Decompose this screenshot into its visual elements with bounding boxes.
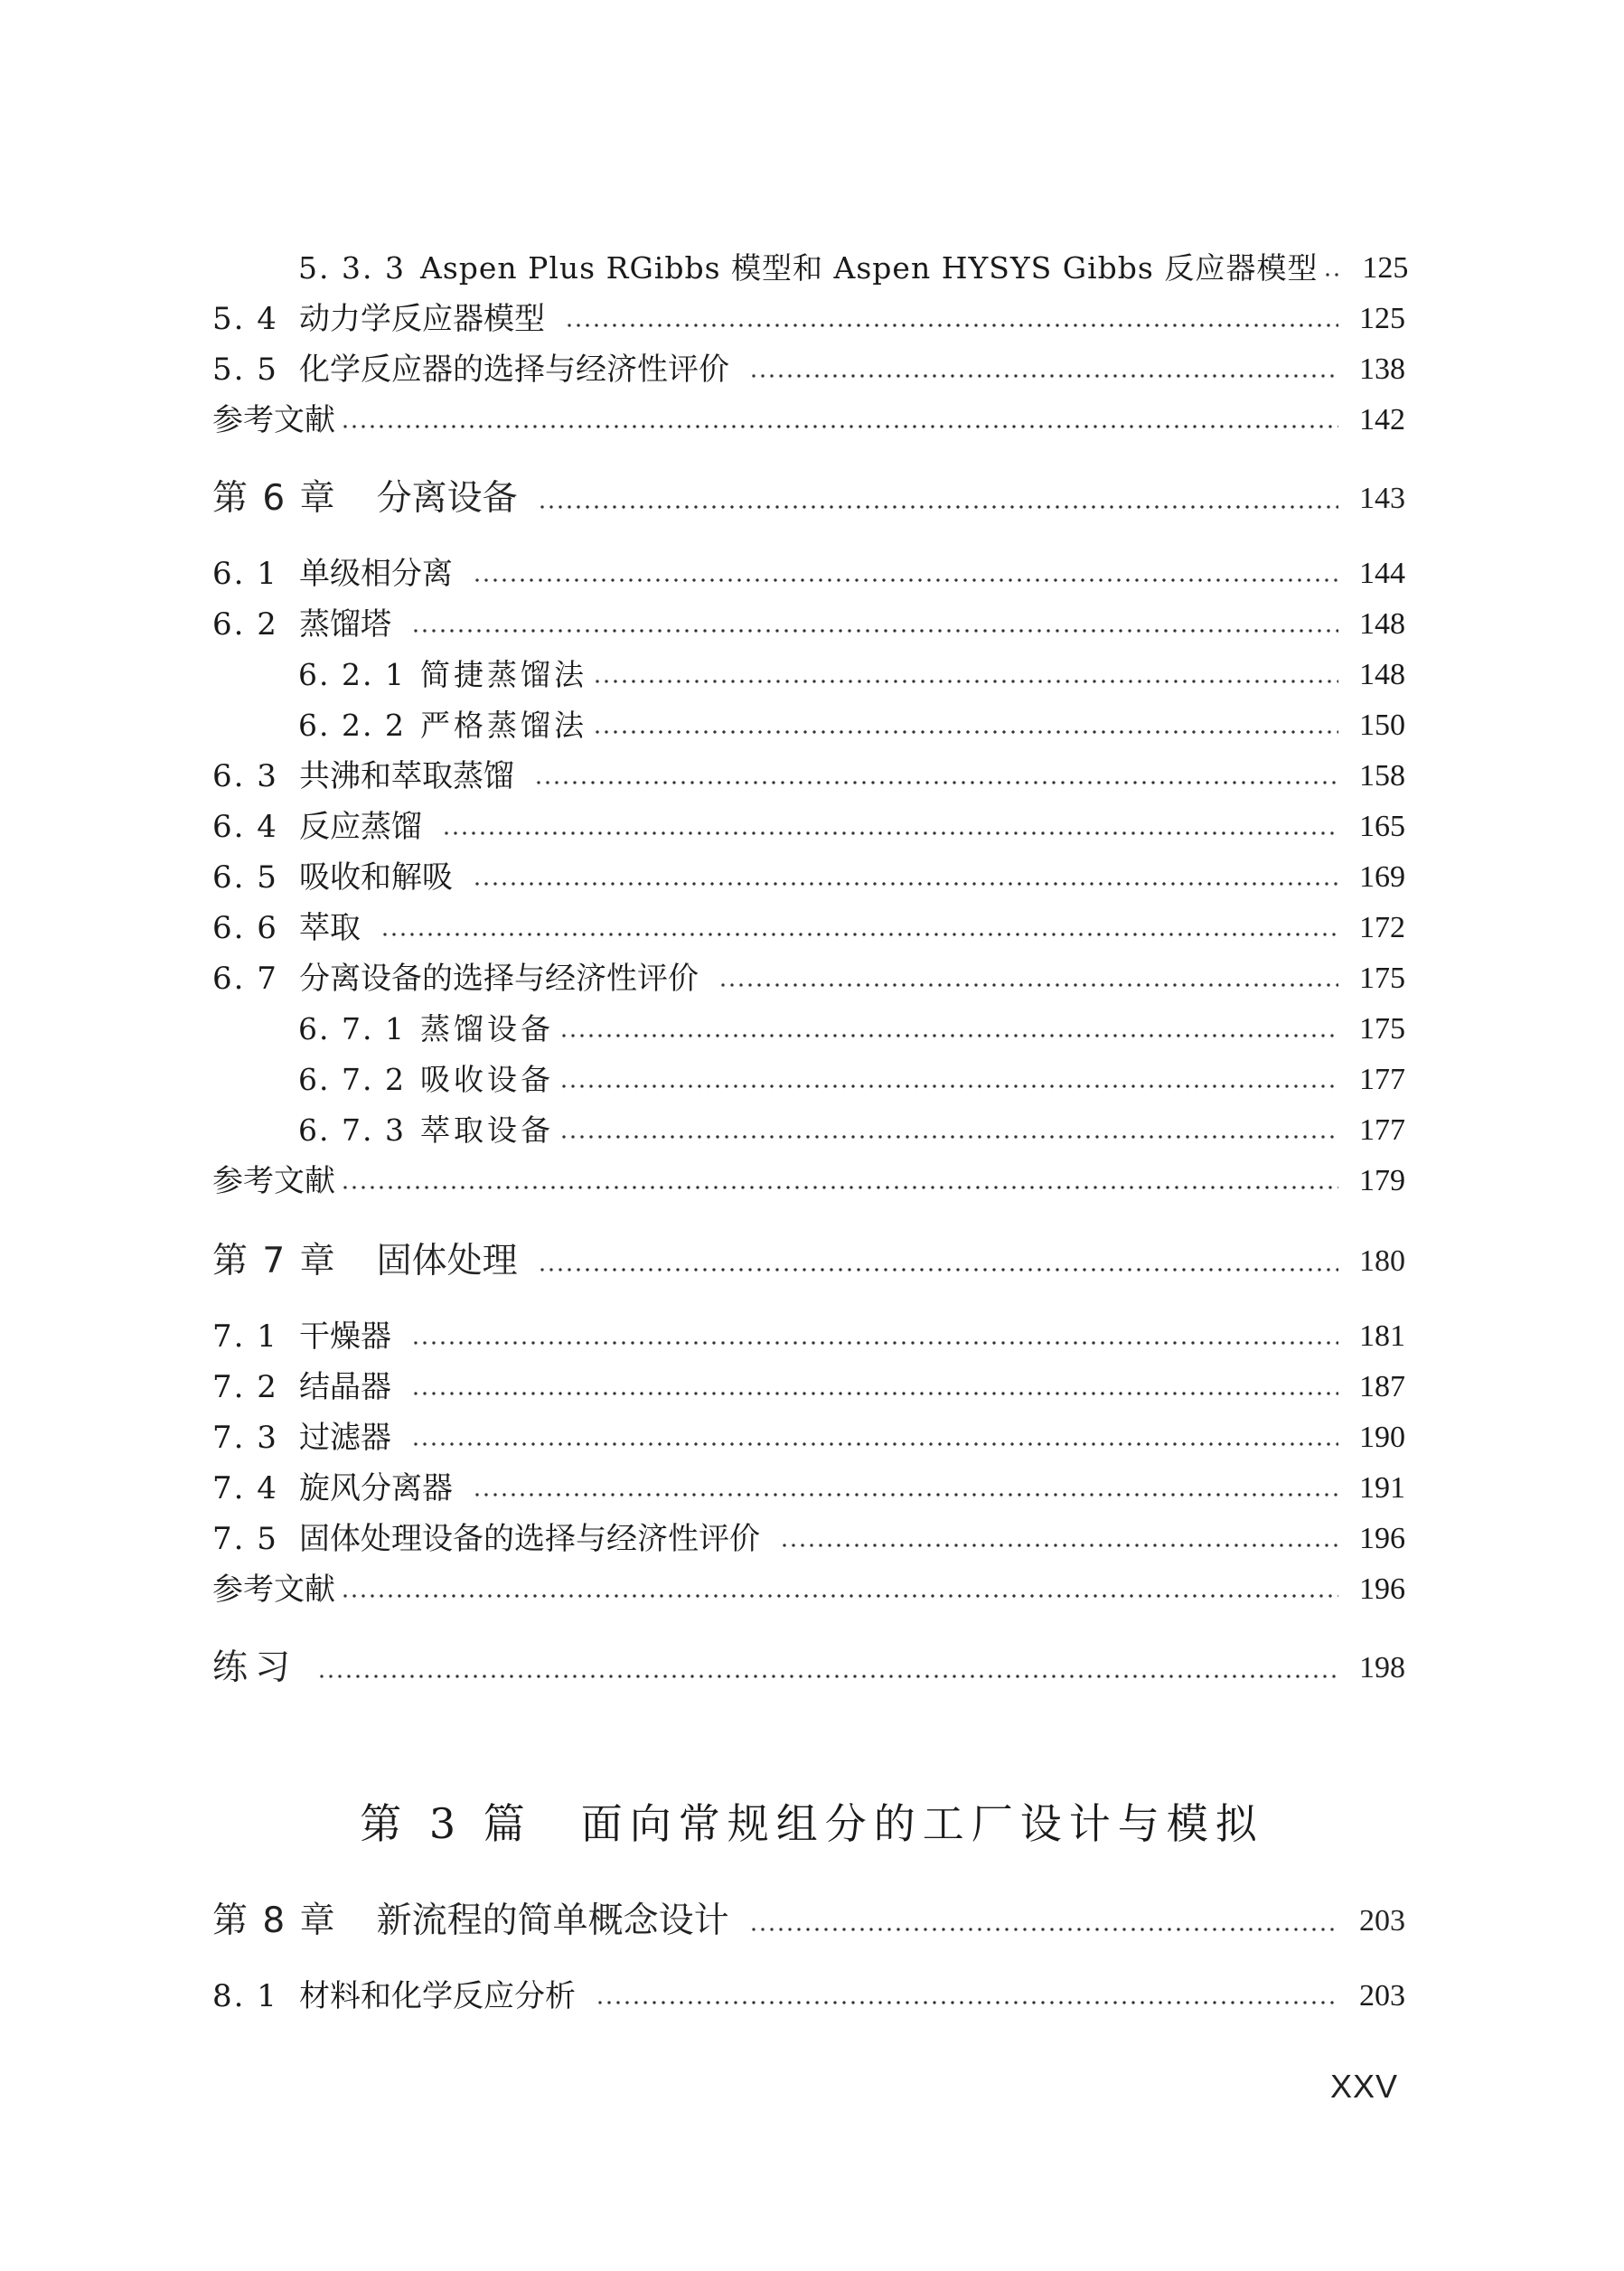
- toc-entry[interactable]: [212, 1316, 1405, 1357]
- section-title: 反应蒸馏: [299, 809, 422, 845]
- toc-entry[interactable]: [298, 1009, 1405, 1050]
- page-marker: XXV: [1329, 2068, 1398, 2105]
- section-title: 分离设备的选择与经济性评价: [299, 961, 699, 997]
- toc-entry[interactable]: [212, 1468, 1405, 1509]
- section-title: 动力学反应器模型: [299, 301, 545, 337]
- page-number: 203: [1359, 1904, 1405, 1938]
- section-title: 简捷蒸馏法: [420, 657, 587, 692]
- toc-entry[interactable]: [212, 604, 1405, 645]
- section-title: 材料和化学反应分析: [299, 1978, 576, 2014]
- page-number: 191: [1359, 1471, 1405, 1505]
- section-title: 共沸和萃取蒸馏: [299, 758, 514, 794]
- page-number: 138: [1359, 352, 1405, 386]
- section-number: 6. 6: [212, 910, 278, 946]
- chapter-number: 第 8 章: [212, 1900, 337, 1941]
- section-number: 6. 7. 3: [298, 1112, 406, 1148]
- toc-entry[interactable]: [212, 907, 1405, 949]
- section-title: 旋风分离器: [299, 1470, 453, 1506]
- toc-entry[interactable]: [212, 349, 1405, 390]
- toc-entry[interactable]: [212, 755, 1405, 797]
- dot-leader: [538, 1267, 1338, 1272]
- toc-entry[interactable]: [212, 1366, 1405, 1408]
- toc-entry[interactable]: [212, 298, 1405, 340]
- chapter-number: 第 7 章: [212, 1241, 337, 1281]
- section-title: 蒸馏塔: [299, 606, 391, 643]
- chapter-number: 第 6 章: [212, 478, 337, 519]
- dot-leader: [565, 323, 1338, 328]
- section-title: 吸收设备: [420, 1062, 554, 1097]
- page-number: 179: [1359, 1164, 1405, 1197]
- dot-leader: [559, 1134, 1338, 1140]
- page-number: 181: [1359, 1319, 1405, 1353]
- section-title: 过滤器: [299, 1420, 391, 1456]
- section-number: 6. 2. 1: [298, 657, 406, 692]
- page-number: 187: [1359, 1370, 1405, 1403]
- page-number: 142: [1359, 403, 1405, 436]
- chapter-heading[interactable]: [212, 474, 1405, 524]
- section-number: 7. 1: [212, 1318, 278, 1355]
- page-number: 196: [1359, 1572, 1405, 1606]
- page-number: 180: [1359, 1244, 1405, 1278]
- section-number: 7. 4: [212, 1470, 278, 1506]
- section-number: 6. 3: [212, 758, 278, 794]
- dot-leader: [534, 780, 1338, 785]
- toc-entry[interactable]: [212, 1518, 1405, 1560]
- section-title: 严格蒸馏法: [420, 708, 587, 743]
- section-number: 6. 7. 2: [298, 1062, 406, 1097]
- page-number: 165: [1359, 810, 1405, 843]
- page-number: 177: [1359, 1113, 1405, 1147]
- page-number: 125: [1362, 251, 1409, 285]
- dot-leader: [411, 1340, 1338, 1346]
- toc-entry[interactable]: [212, 958, 1405, 999]
- dot-leader: [596, 2000, 1338, 2005]
- page-number: 144: [1359, 557, 1405, 590]
- page-number: 158: [1359, 759, 1405, 793]
- section-title: Aspen Plus RGibbs 模型和 Aspen HYSYS Gibbs 反应器模型: [420, 250, 1319, 286]
- part-title: 第 3 篇 面向常规组分的工厂设计与模拟: [360, 1799, 1264, 1848]
- toc-entry[interactable]: [212, 1417, 1405, 1459]
- page-number: 175: [1359, 1012, 1405, 1046]
- dot-leader: [1323, 272, 1341, 277]
- section-number: 6. 5: [212, 859, 278, 896]
- page-number: 190: [1359, 1421, 1405, 1454]
- toc-entry-references[interactable]: [212, 1160, 1405, 1202]
- section-title: 结晶器: [299, 1369, 391, 1405]
- dot-leader: [718, 982, 1338, 988]
- section-number: 5. 3. 3: [298, 250, 406, 286]
- section-title: 参考文献: [212, 402, 335, 438]
- toc-entry[interactable]: [298, 705, 1405, 746]
- section-title: 单级相分离: [299, 556, 453, 592]
- page-number: 198: [1359, 1651, 1405, 1684]
- section-number: 7. 3: [212, 1420, 278, 1456]
- dot-leader: [559, 1033, 1338, 1038]
- chapter-title: 分离设备: [376, 478, 518, 519]
- section-number: 6. 2: [212, 606, 278, 643]
- dot-leader: [341, 424, 1338, 429]
- dot-leader: [473, 1492, 1338, 1497]
- page-number: 125: [1359, 302, 1405, 335]
- dot-leader: [411, 1391, 1338, 1396]
- section-title: 吸收和解吸: [299, 859, 453, 896]
- chapter-heading[interactable]: [212, 1236, 1405, 1287]
- chapter-title: 练习: [212, 1647, 298, 1688]
- section-number: 6. 2. 2: [298, 708, 406, 743]
- page-number: 169: [1359, 860, 1405, 894]
- dot-leader: [341, 1185, 1338, 1190]
- section-title: 化学反应器的选择与经济性评价: [299, 352, 729, 388]
- page-number: 175: [1359, 962, 1405, 995]
- page-number: 148: [1359, 607, 1405, 641]
- toc-entry[interactable]: [298, 654, 1405, 696]
- page-number: 196: [1359, 1522, 1405, 1555]
- dot-leader: [749, 373, 1338, 379]
- toc-entry[interactable]: [298, 1110, 1405, 1151]
- dot-leader: [473, 881, 1338, 887]
- toc-entry[interactable]: [212, 806, 1405, 848]
- toc-entry[interactable]: [212, 1975, 1405, 2017]
- dot-leader: [411, 628, 1338, 633]
- section-title: 萃取: [299, 910, 361, 946]
- dot-leader: [442, 831, 1338, 836]
- dot-leader: [749, 1927, 1338, 1932]
- section-number: 5. 4: [212, 301, 278, 337]
- page-number: 203: [1359, 1979, 1405, 2013]
- section-number: 6. 7: [212, 961, 278, 997]
- dot-leader: [593, 729, 1338, 735]
- toc-entry-references[interactable]: [212, 1569, 1405, 1610]
- section-title: 蒸馏设备: [420, 1011, 554, 1046]
- section-title: 固体处理设备的选择与经济性评价: [299, 1521, 760, 1557]
- section-number: 5. 5: [212, 352, 278, 388]
- page-number: 172: [1359, 911, 1405, 944]
- section-number: 7. 5: [212, 1521, 278, 1557]
- page-number: 177: [1359, 1063, 1405, 1096]
- toc-entry[interactable]: [298, 1059, 1405, 1101]
- toc-entry[interactable]: [298, 248, 1409, 289]
- chapter-title: 固体处理: [376, 1241, 518, 1281]
- section-title: 干燥器: [299, 1318, 391, 1355]
- section-title: 萃取设备: [420, 1112, 554, 1148]
- section-number: 7. 2: [212, 1369, 278, 1405]
- section-number: 6. 4: [212, 809, 278, 845]
- dot-leader: [538, 504, 1338, 510]
- page-number: 150: [1359, 709, 1405, 742]
- exercises-heading[interactable]: [212, 1643, 1405, 1694]
- toc-entry[interactable]: [212, 553, 1405, 595]
- dot-leader: [380, 932, 1338, 937]
- section-number: 6. 7. 1: [298, 1011, 406, 1046]
- section-number: 8. 1: [212, 1978, 278, 2014]
- dot-leader: [593, 679, 1338, 684]
- dot-leader: [780, 1543, 1338, 1548]
- dot-leader: [341, 1593, 1338, 1599]
- page-number: 148: [1359, 658, 1405, 691]
- dot-leader: [559, 1084, 1338, 1089]
- dot-leader: [473, 577, 1338, 583]
- section-title: 参考文献: [212, 1163, 335, 1199]
- toc-entry-references[interactable]: [212, 399, 1405, 441]
- chapter-heading[interactable]: [212, 1896, 1405, 1947]
- dot-leader: [317, 1674, 1338, 1679]
- toc-entry[interactable]: [212, 857, 1405, 898]
- dot-leader: [411, 1441, 1338, 1447]
- chapter-title: 新流程的简单概念设计: [376, 1900, 729, 1941]
- section-number: 6. 1: [212, 556, 278, 592]
- section-title: 参考文献: [212, 1572, 335, 1608]
- page-number: 143: [1359, 482, 1405, 515]
